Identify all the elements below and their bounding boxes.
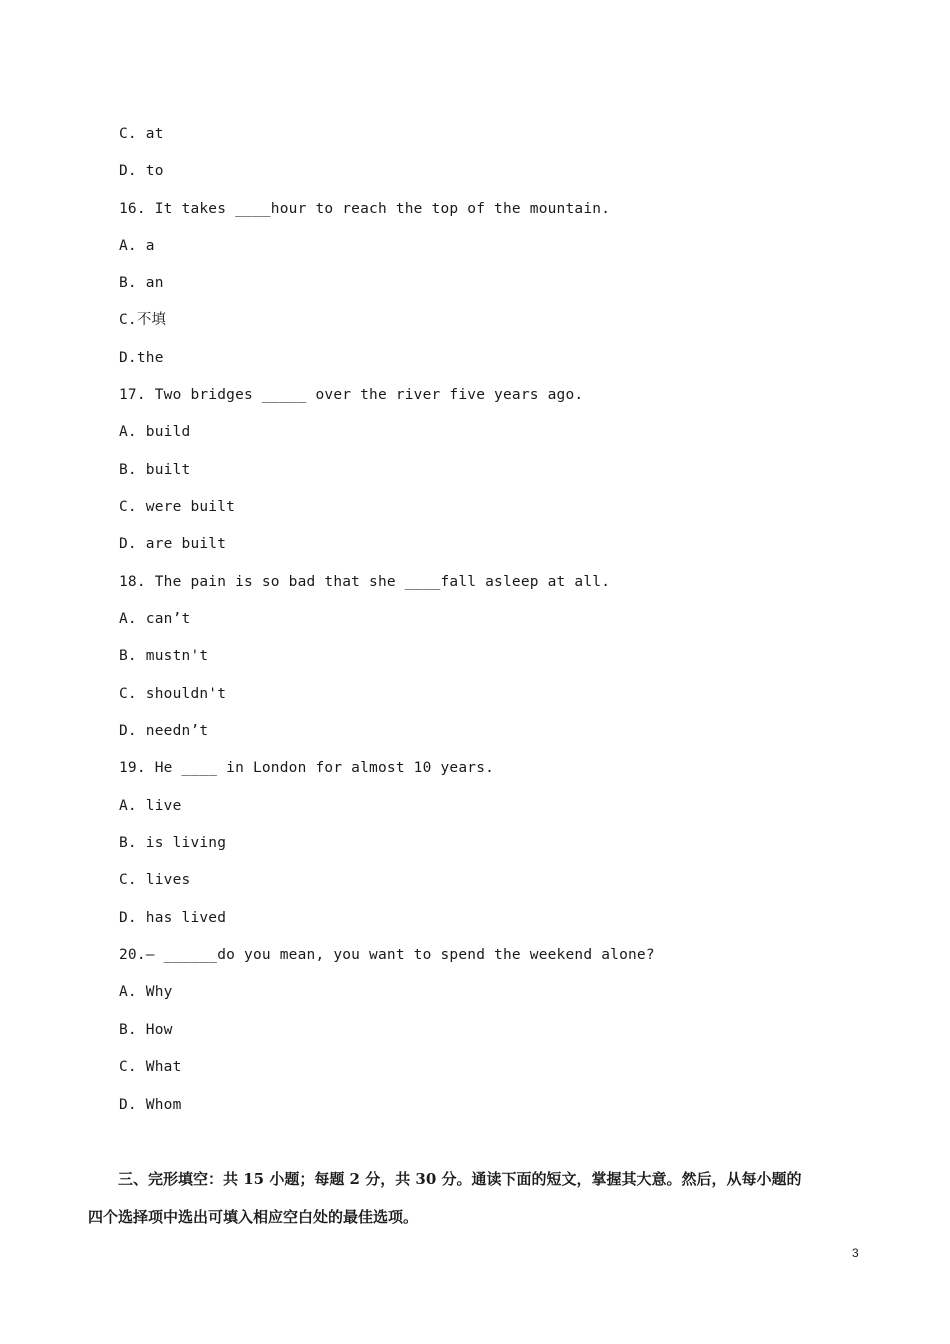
page-number: 3 bbox=[852, 1246, 859, 1260]
option-19c: C. lives bbox=[119, 872, 191, 888]
option-19a: A. live bbox=[119, 798, 182, 814]
option-15d: D. to bbox=[119, 163, 164, 179]
option-20c: C. What bbox=[119, 1059, 182, 1075]
option-18d: D. needn’t bbox=[119, 723, 209, 739]
option-16c: C.不填 bbox=[119, 312, 167, 328]
question-17: 17. Two bridges _____ over the river five years ago. bbox=[119, 387, 584, 403]
option-18b: B. mustn't bbox=[119, 648, 209, 664]
option-19d: D. has lived bbox=[119, 910, 227, 926]
question-16: 16. It takes ____hour to reach the top of the mountain. bbox=[119, 201, 611, 217]
option-15c: C. at bbox=[119, 126, 164, 142]
option-16d: D.the bbox=[119, 350, 164, 366]
option-18a: A. can’t bbox=[119, 611, 191, 627]
option-20b: B. How bbox=[119, 1022, 173, 1038]
option-16b: B. an bbox=[119, 275, 164, 291]
option-17c: C. were built bbox=[119, 499, 236, 515]
option-20d: D. Whom bbox=[119, 1097, 182, 1113]
option-17a: A. build bbox=[119, 424, 191, 440]
option-17d: D. are built bbox=[119, 536, 227, 552]
option-17b: B. built bbox=[119, 462, 191, 478]
section-heading-line-1 bbox=[88, 1169, 878, 1189]
option-20a: A. Why bbox=[119, 984, 173, 1000]
option-18c: C. shouldn't bbox=[119, 686, 227, 702]
question-20: 20.— ______do you mean, you want to spend the weekend alone? bbox=[119, 947, 655, 963]
option-16a: A. a bbox=[119, 238, 155, 254]
option-19b: B. is living bbox=[119, 835, 227, 851]
section-heading-line-2: 四个选择项中选出可填入相应空白处的最佳选项。 bbox=[88, 1208, 419, 1226]
question-18: 18. The pain is so bad that she ____fall asleep at all. bbox=[119, 574, 611, 590]
section-heading-text-1: 三、完形填空：共 15 小题；每题 2 分，共 30 分。通读下面的短文，掌握其大意。然后，从每小题的 bbox=[118, 1170, 802, 1188]
question-19: 19. He ____ in London for almost 10 years. bbox=[119, 760, 495, 776]
